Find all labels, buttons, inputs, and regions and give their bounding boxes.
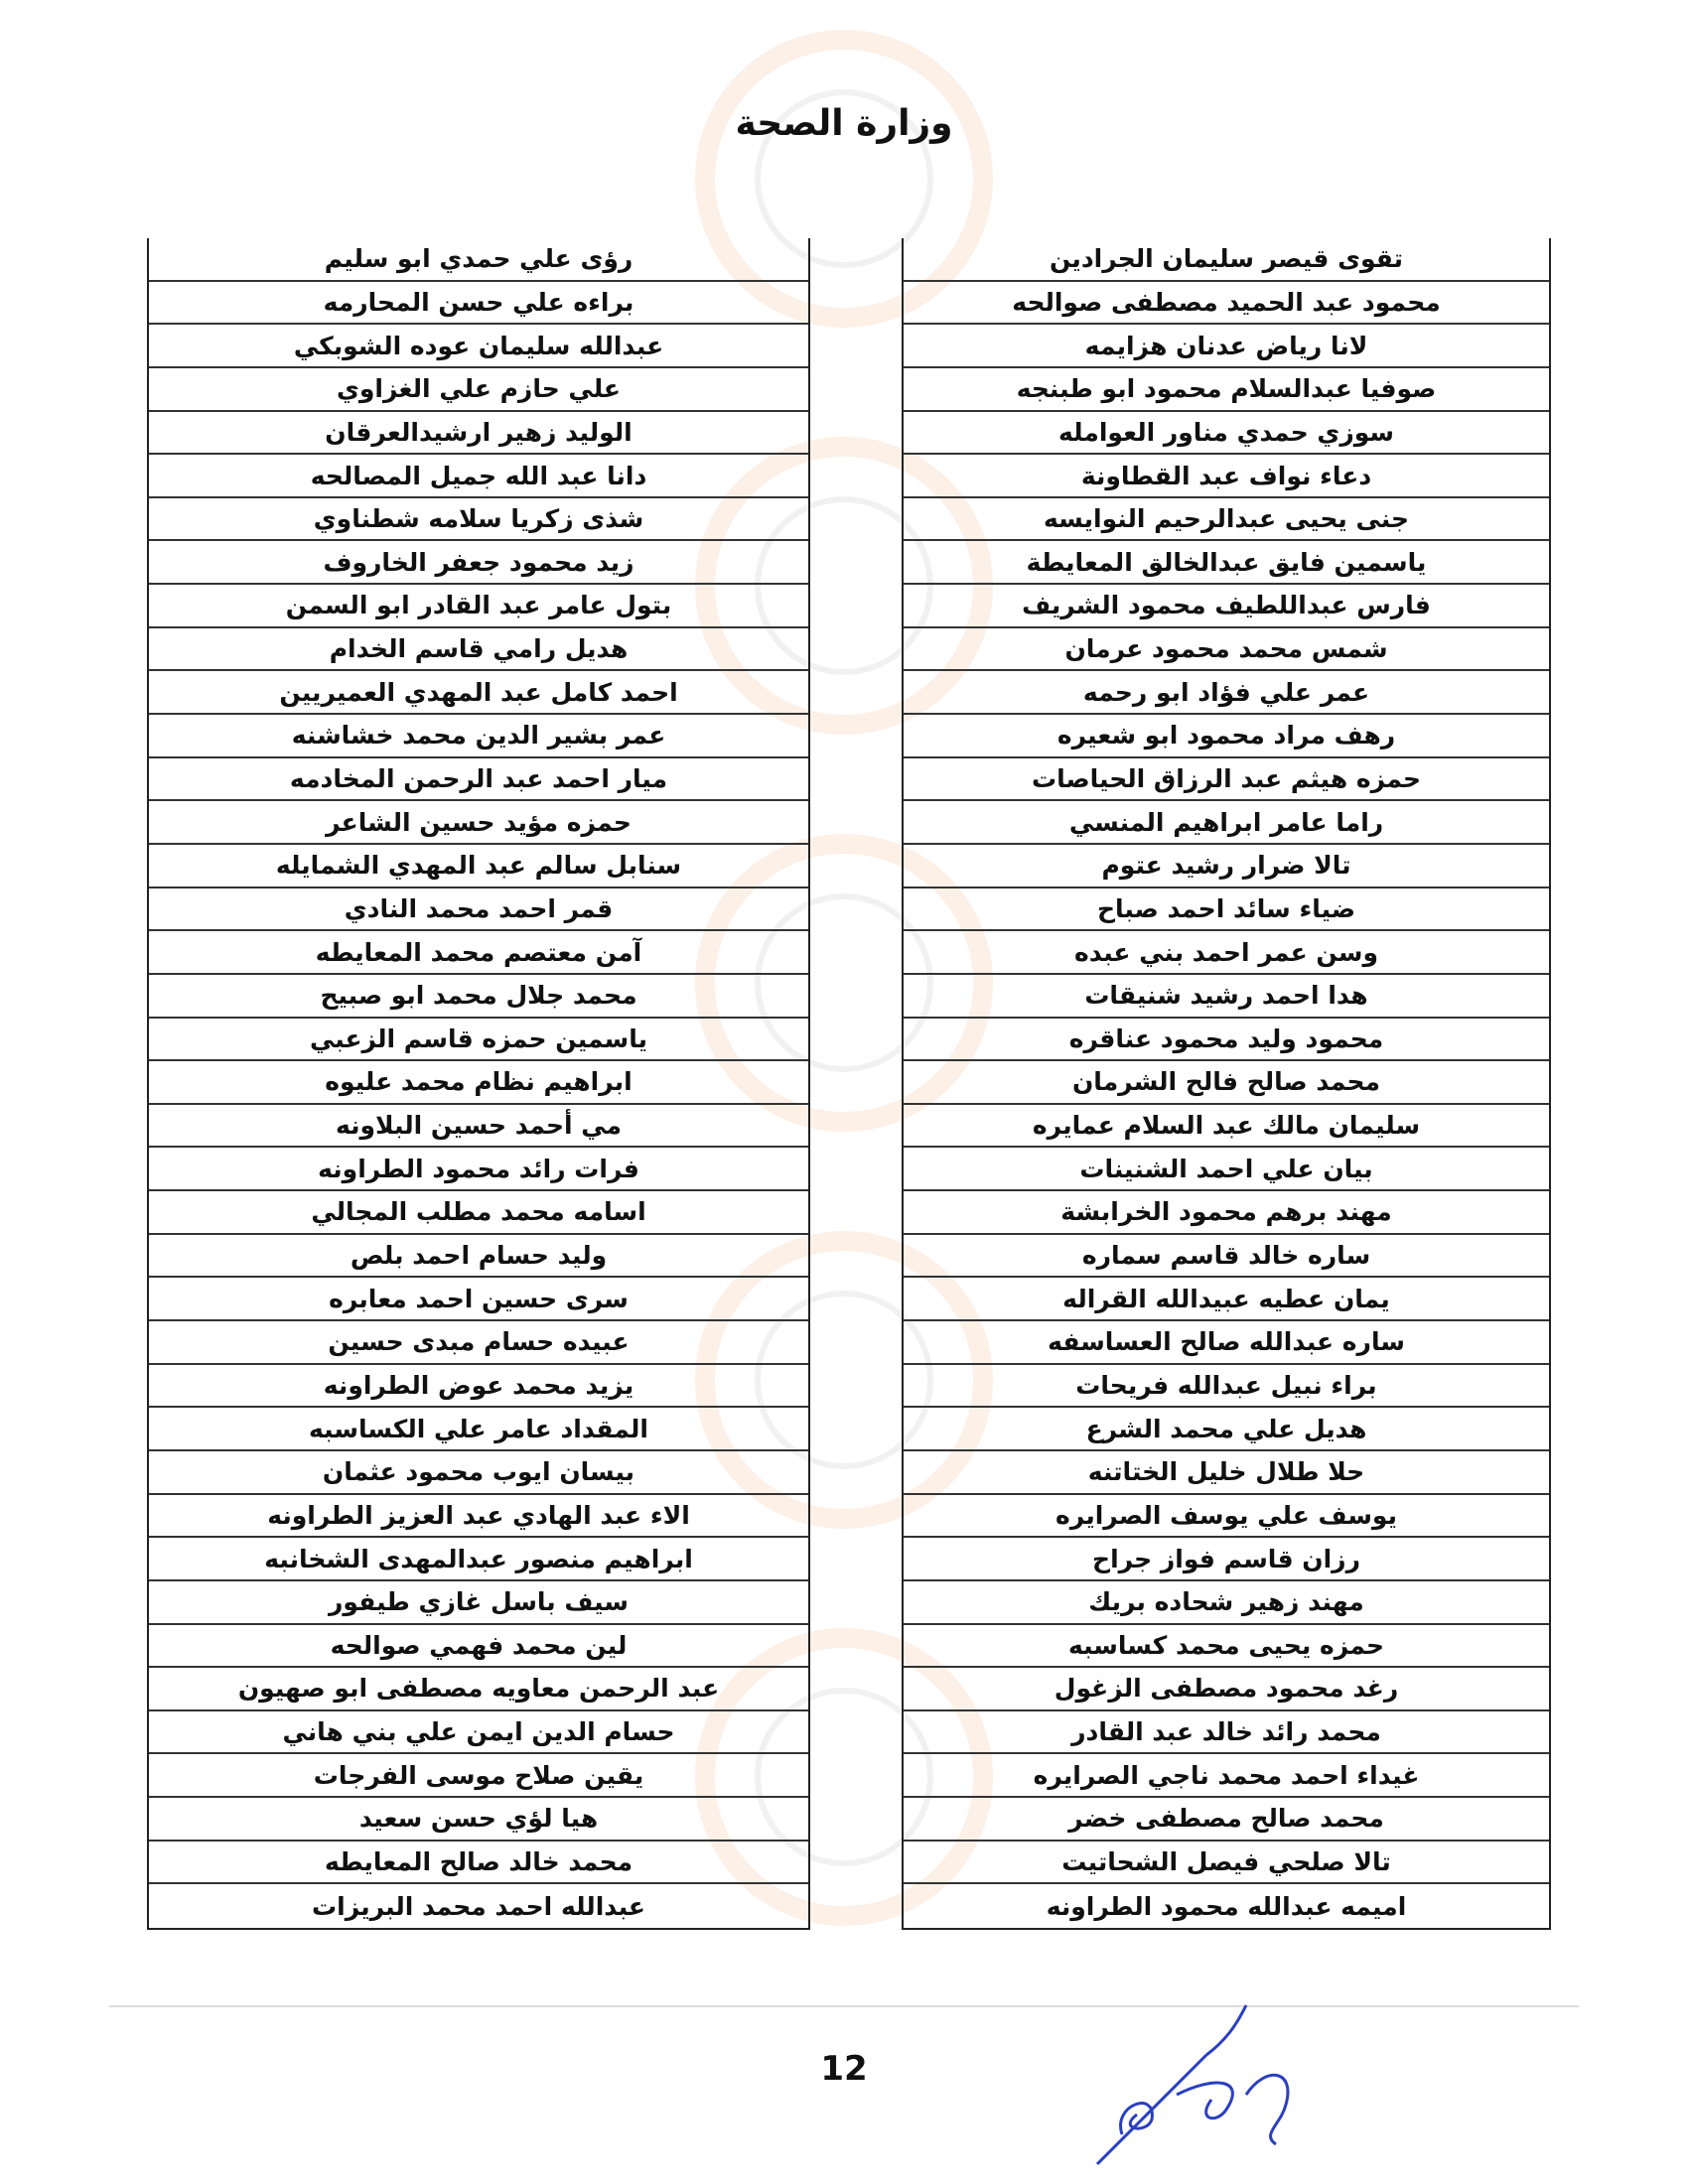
name-row: احمد كامل عبد المهدي العميريين <box>149 671 808 715</box>
name-row: يقين صلاح موسى الفرجات <box>149 1754 808 1798</box>
name-row: رهف مراد محمود ابو شعيره <box>904 715 1549 758</box>
name-row: تالا ضرار رشيد عتوم <box>904 845 1549 888</box>
name-row: محمد صالح فالح الشرمان <box>904 1061 1549 1105</box>
name-row: براءه علي حسن المحارمه <box>149 282 808 326</box>
name-row: محمد جلال محمد ابو صبيح <box>149 975 808 1019</box>
name-row: محمد خالد صالح المعايطه <box>149 1842 808 1885</box>
name-row: لين محمد فهمي صوالحه <box>149 1625 808 1669</box>
name-row: عبدالله احمد محمد البريزات <box>312 1891 645 1921</box>
name-row: حلا طلال خليل الختاتنه <box>904 1451 1549 1495</box>
name-row: سرى حسين احمد معابره <box>149 1278 808 1321</box>
name-row: سنابل سالم عبد المهدي الشمايله <box>149 845 808 888</box>
name-row: عبد الرحمن معاويه مصطفى ابو صهيون <box>149 1668 808 1711</box>
name-row: شذى زكريا سلامه شطناوي <box>149 498 808 542</box>
name-row: محمود عبد الحميد مصطفى صوالحه <box>904 282 1549 326</box>
name-row: رغد محمود مصطفى الزغول <box>904 1668 1549 1711</box>
name-row: الاء عبد الهادي عبد العزيز الطراونه <box>149 1495 808 1539</box>
name-row: حمزه مؤيد حسين الشاعر <box>149 801 808 845</box>
name-row: لانا رياض عدنان هزايمه <box>904 325 1549 368</box>
name-row: عمر بشير الدين محمد خشاشنه <box>149 715 808 758</box>
name-row: فرات رائد محمود الطراونه <box>149 1148 808 1191</box>
name-row: وليد حسام احمد بلص <box>149 1235 808 1279</box>
name-row: حمزه هيثم عبد الرزاق الحياصات <box>904 758 1549 802</box>
name-row: بيسان ايوب محمود عثمان <box>149 1451 808 1495</box>
name-row: محمود وليد محمود عناقره <box>904 1019 1549 1062</box>
name-row: قمر احمد محمد النادي <box>149 888 808 932</box>
name-row: سليمان مالك عبد السلام عمايره <box>904 1105 1549 1149</box>
name-row: هيا لؤي حسن سعيد <box>149 1798 808 1842</box>
name-row: سوزي حمدي مناور العوامله <box>904 412 1549 456</box>
name-row: راما عامر ابراهيم المنسي <box>904 801 1549 845</box>
name-row: يزيد محمد عوض الطراونه <box>149 1365 808 1409</box>
name-row: حسام الدين ايمن علي بني هاني <box>149 1711 808 1755</box>
name-row: عمر علي فؤاد ابو رحمه <box>904 671 1549 715</box>
page-title: وزارة الصحة <box>735 103 953 144</box>
name-row: سيف باسل غازي طيفور <box>149 1581 808 1625</box>
name-row: عبدالله سليمان عوده الشوبكي <box>149 325 808 368</box>
name-row: تالا صلحي فيصل الشحاتيت <box>904 1842 1549 1885</box>
name-row: محمد صالح مصطفى خضر <box>904 1798 1549 1842</box>
name-row: ميار احمد عبد الرحمن المخادمه <box>149 758 808 802</box>
name-row: غيداء احمد محمد ناجي الصرايره <box>904 1754 1549 1798</box>
name-row: هديل علي محمد الشرع <box>904 1408 1549 1451</box>
name-row: ابراهيم نظام محمد عليوه <box>149 1061 808 1105</box>
name-row: ساره خالد قاسم سماره <box>904 1235 1549 1279</box>
name-row: تقوى قيصر سليمان الجرادين <box>904 238 1549 282</box>
name-row: مهند زهير شحاده بريك <box>904 1581 1549 1625</box>
names-column-left <box>147 238 810 1930</box>
name-row: شمس محمد محمود عرمان <box>904 628 1549 672</box>
name-row: دانا عبد الله جميل المصالحه <box>149 455 808 498</box>
name-row: يمان عطيه عبيدالله القراله <box>904 1278 1549 1321</box>
name-row: فارس عبداللطيف محمود الشريف <box>904 585 1549 628</box>
name-row: رؤى علي حمدي ابو سليم <box>149 238 808 282</box>
name-row: حمزه يحيى محمد كساسبه <box>904 1625 1549 1669</box>
page-number: 12 <box>820 2049 868 2089</box>
name-row: اسامه محمد مطلب المجالي <box>149 1191 808 1235</box>
name-row: بيان علي احمد الشنينات <box>904 1148 1549 1191</box>
name-row: آمن معتصم محمد المعايطه <box>149 931 808 975</box>
name-row: ضياء سائد احمد صباح <box>904 888 1549 932</box>
name-row: براء نبيل عبدالله فريحات <box>904 1365 1549 1409</box>
name-row: يوسف علي يوسف الصرايره <box>904 1495 1549 1539</box>
name-row: ساره عبدالله صالح العساسفه <box>904 1321 1549 1365</box>
name-row: ابراهيم منصور عبدالمهدى الشخانبه <box>149 1538 808 1581</box>
name-row: مهند برهم محمود الخرابشة <box>904 1191 1549 1235</box>
name-row: جنى يحيى عبدالرحيم النوايسه <box>904 498 1549 542</box>
name-row: مي أحمد حسين البلاونه <box>149 1105 808 1149</box>
name-row: رزان قاسم فواز جراح <box>904 1538 1549 1581</box>
footer-divider <box>109 2005 1579 2007</box>
name-row: صوفيا عبدالسلام محمود ابو طبنجه <box>904 368 1549 412</box>
name-row: عبيده حسام مبدى حسين <box>149 1321 808 1365</box>
name-row: زيد محمود جعفر الخاروف <box>149 541 808 585</box>
name-row: وسن عمر احمد بني عبده <box>904 931 1549 975</box>
name-row: المقداد عامر علي الكساسبه <box>149 1408 808 1451</box>
name-row: اميمه عبدالله محمود الطراونه <box>1046 1891 1407 1921</box>
name-row: هديل رامي قاسم الخدام <box>149 628 808 672</box>
name-row: هدا احمد رشيد شنيقات <box>904 975 1549 1019</box>
names-column-right <box>902 238 1551 1930</box>
name-row: محمد رائد خالد عبد القادر <box>904 1711 1549 1755</box>
name-row: ياسمين فايق عبدالخالق المعايطة <box>904 541 1549 585</box>
name-row: علي حازم علي الغزاوي <box>149 368 808 412</box>
name-row: بتول عامر عبد القادر ابو السمن <box>149 585 808 628</box>
name-row: ياسمين حمزه قاسم الزعبي <box>149 1019 808 1062</box>
name-row: دعاء نواف عبد القطاونة <box>904 455 1549 498</box>
name-row: الوليد زهير ارشيدالعرقان <box>149 412 808 456</box>
